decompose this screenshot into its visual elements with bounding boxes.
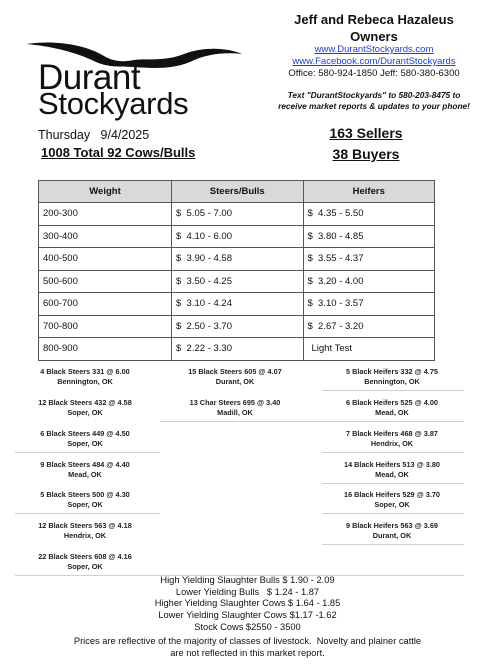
steers-price-cell: $ 3.10 - 4.24 (172, 293, 304, 316)
disclaimer-line2: are not reflected in this market report. (170, 647, 325, 658)
disclaimer (20, 636, 475, 659)
sale-entry-location: Hendrix, OK (63, 531, 107, 540)
sale-entry-desc: 14 Black Heifers 513 @ 3.80 (344, 460, 440, 469)
weight-cell: 700-800 (39, 315, 172, 338)
sale-entry (15, 367, 155, 387)
sale-entry-desc: 16 Black Heifers 529 @ 3.70 (344, 490, 440, 499)
divider (322, 421, 464, 422)
sale-entry-location: Soper, OK (374, 500, 410, 509)
weight-cell: 300-400 (39, 225, 172, 248)
table-row (39, 315, 435, 338)
table-row (39, 270, 435, 293)
steers-price-cell: $ 2.22 - 3.30 (172, 338, 304, 361)
sale-entry-desc: 12 Black Steers 563 @ 4.18 (38, 521, 132, 530)
sale-entry-location: Hendrix, OK (370, 439, 414, 448)
divider (160, 421, 322, 422)
sale-entry (322, 429, 462, 449)
sale-entry-location: Mead, OK (375, 470, 409, 479)
buyers-count: 38 Buyers (332, 146, 400, 162)
sale-entry-desc: 4 Black Steers 331 @ 6.00 (40, 367, 130, 376)
text-alert-line1: Text "DurantStockyards" to 580-203-8475 to (287, 90, 461, 100)
divider (322, 390, 464, 391)
sale-entry-desc: 5 Black Steers 500 @ 4.30 (40, 490, 130, 499)
sale-total: 1008 Total 92 Cows/Bulls (41, 145, 196, 160)
sale-entry-desc: 9 Black Heifers 563 @ 3.69 (346, 521, 438, 530)
logo-text-durant: Durant (38, 58, 141, 97)
heifers-price-cell: $ 3.20 - 4.00 (303, 270, 435, 293)
sale-entry (322, 521, 462, 541)
sale-entry (322, 367, 462, 387)
sale-entry-location: Mead, OK (68, 470, 102, 479)
heifers-price-cell: $ 4.35 - 5.50 (303, 203, 435, 226)
slaughter-summary (0, 575, 495, 634)
table-row (39, 293, 435, 316)
sale-entry-desc: 7 Black Heifers 468 @ 3.87 (346, 429, 438, 438)
sale-entry-desc: 15 Black Steers 605 @ 4.07 (188, 367, 282, 376)
header-heifers: Heifers (303, 181, 435, 203)
steers-price-cell: $ 3.90 - 4.58 (172, 248, 304, 271)
sale-entry (322, 398, 462, 418)
steers-price-cell: $ 5.05 - 7.00 (172, 203, 304, 226)
weight-cell: 200-300 (39, 203, 172, 226)
header-steers-bulls: Steers/Bulls (172, 181, 304, 203)
steers-price-cell: $ 4.10 - 6.00 (172, 225, 304, 248)
owners-label: Owners (350, 29, 398, 44)
sale-entry-location: Soper, OK (67, 562, 103, 571)
summary-line: Lower Yielding Slaughter Cows $1.17 -1.62 (158, 610, 337, 621)
sale-entry (165, 367, 305, 387)
weight-cell: 600-700 (39, 293, 172, 316)
heifers-price-cell: $ 2.67 - 3.20 (303, 315, 435, 338)
table-row (39, 338, 435, 361)
text-alert-note (258, 90, 490, 112)
sale-entry-location: Soper, OK (67, 408, 103, 417)
sale-date: Thursday 9/4/2025 (38, 128, 150, 142)
logo-text-stockyards: Stockyards (38, 86, 189, 121)
sale-entry-location: Durant, OK (372, 531, 412, 540)
price-table-header (39, 181, 435, 203)
sale-entry (15, 460, 155, 480)
table-row (39, 203, 435, 226)
summary-line: High Yielding Slaughter Bulls $ 1.90 - 2.09 (160, 575, 335, 585)
sale-entry (15, 521, 155, 541)
sale-entry-desc: 5 Black Heifers 332 @ 4.75 (346, 367, 438, 376)
sale-entry-desc: 6 Black Steers 449 @ 4.50 (40, 429, 130, 438)
price-table (38, 180, 435, 361)
sale-entry (15, 429, 155, 449)
sale-entry-location: Soper, OK (67, 439, 103, 448)
sale-entry (165, 398, 305, 418)
table-row (39, 248, 435, 271)
heifers-price-cell: $ 3.80 - 4.85 (303, 225, 435, 248)
sale-entry-desc: 6 Black Heifers 525 @ 4.00 (346, 398, 438, 407)
sale-entry (15, 490, 155, 510)
divider (322, 483, 464, 484)
sale-entry (15, 398, 155, 418)
sale-entry-location: Bennington, OK (57, 377, 113, 386)
header-weight: Weight (39, 181, 172, 203)
divider (322, 452, 464, 453)
disclaimer-line1: Prices are reflective of the majority of classes of livestock. Novelty and plainer cattle (73, 636, 422, 646)
weight-cell: 800-900 (39, 338, 172, 361)
summary-line: Stock Cows $2550 - 3500 (194, 621, 301, 632)
facebook-link[interactable]: www.Facebook.com/DurantStockyards (292, 56, 456, 67)
sale-entry-location: Durant, OK (215, 377, 255, 386)
table-row (39, 225, 435, 248)
sale-entry-location: Mead, OK (375, 408, 409, 417)
summary-line: Higher Yielding Slaughter Cows $ 1.64 - 1.85 (154, 598, 341, 609)
heifers-price-cell: $ 3.10 - 3.57 (303, 293, 435, 316)
sale-entry-desc: 13 Char Steers 695 @ 3.40 (189, 398, 281, 407)
office-phone: Office: 580-924-1850 Jeff: 580-380-6300 (288, 68, 460, 79)
sale-entry-location: Madill, OK (217, 408, 253, 417)
sale-entry-location: Soper, OK (67, 500, 103, 509)
steers-price-cell: $ 3.50 - 4.25 (172, 270, 304, 293)
sellers-count: 163 Sellers (329, 125, 403, 141)
sale-entry (322, 490, 462, 510)
sale-entry (322, 460, 462, 480)
weight-cell: 400-500 (39, 248, 172, 271)
sale-entry-location: Bennington, OK (364, 377, 420, 386)
summary-line: Lower Yielding Bulls $ 1.24 - 1.87 (175, 586, 320, 597)
divider (322, 513, 464, 514)
sale-entry-desc: 12 Black Steers 432 @ 4.58 (38, 398, 132, 407)
heifers-price-cell: $ 3.55 - 4.37 (303, 248, 435, 271)
divider (15, 452, 160, 453)
steers-price-cell: $ 2.50 - 3.70 (172, 315, 304, 338)
divider (322, 544, 464, 545)
weight-cell: 500-600 (39, 270, 172, 293)
sale-entry-desc: 22 Black Steers 608 @ 4.16 (38, 552, 132, 561)
divider (15, 513, 160, 514)
sale-entry (15, 552, 155, 572)
sale-entry-desc: 9 Black Steers 484 @ 4.40 (40, 460, 130, 469)
website-link[interactable]: www.DurantStockyards.com (314, 44, 434, 55)
text-alert-line2: receive market reports & updates to your phone! (278, 101, 470, 111)
heifers-price-cell: Light Test (303, 338, 435, 361)
owner-names: Jeff and Rebeca Hazaleus (294, 12, 454, 27)
